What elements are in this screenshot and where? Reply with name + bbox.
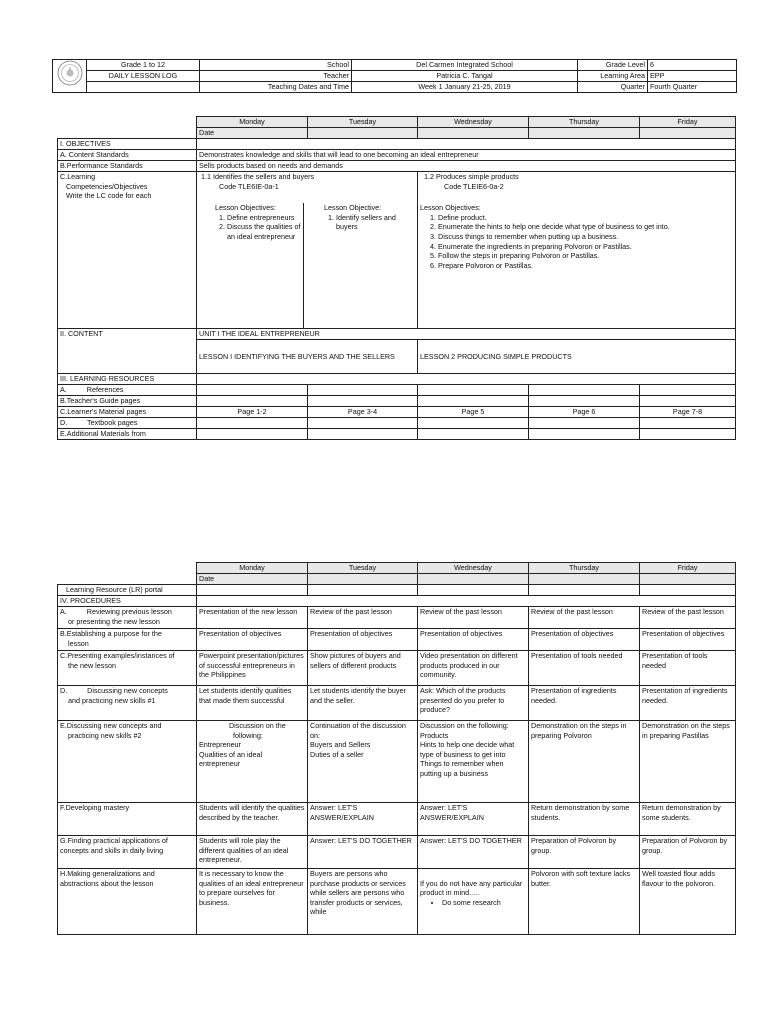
deped-seal-cell xyxy=(53,60,87,93)
deped-seal-icon xyxy=(57,60,83,86)
procedure-bullet-item: • Do some research xyxy=(442,898,526,908)
procedure-label: D. Discussing new concepts and practicing new skills #1 xyxy=(58,686,197,721)
procedures-blank xyxy=(197,596,736,607)
corner-blank xyxy=(58,563,197,574)
procedure-cell-text: Let students identify the buyer and the seller. xyxy=(310,686,408,705)
cell xyxy=(529,585,640,596)
procedure-cell xyxy=(308,869,418,935)
day-tuesday: Tuesday xyxy=(308,563,418,574)
competencies-label-line: C.Learning xyxy=(60,172,96,181)
day-monday: Monday xyxy=(197,563,308,574)
procedure-cell xyxy=(197,869,308,935)
procedure-cell xyxy=(418,651,529,686)
procedure-cell-text: Presentation of the new lesson xyxy=(199,607,298,616)
procedure-cell xyxy=(640,686,736,721)
procedure-label: F.Developing mastery xyxy=(58,803,197,836)
procedure-cell xyxy=(640,869,736,935)
procedure-cell-text: Preparation of Polvoron by group. xyxy=(642,836,730,855)
date-cell xyxy=(418,574,529,585)
procedure-cell-text: Answer: LET'S ANSWER/EXPLAIN xyxy=(310,803,374,822)
content-standards-label: A. Content Standards xyxy=(58,150,197,161)
competency-2-title: 1.2 Produces simple products xyxy=(424,172,519,181)
quarter-label: Quarter xyxy=(578,82,648,93)
procedure-cell-text: Presentation of objectives xyxy=(642,629,725,638)
procedure-cell-text: If you do not have any particular product in mind..... xyxy=(420,878,523,898)
procedure-cell-text: Presentation of ingredients needed. xyxy=(531,686,619,705)
procedure-cell-text: Presentation of objectives xyxy=(420,629,503,638)
wednesday-objective-item: 4. Enumerate the ingredients in preparing Polvoron or Pastillas. xyxy=(438,242,733,252)
cell xyxy=(529,385,640,396)
log-title: DAILY LESSON LOG xyxy=(87,71,200,82)
procedure-cell-text: Presentation of ingredients needed. xyxy=(642,686,730,705)
procedure-cell-text: Review of the past lesson xyxy=(310,607,392,616)
cell xyxy=(197,429,308,440)
lm-page: Page 3-4 xyxy=(308,407,418,418)
teachers-guide-label: B.Teacher's Guide pages xyxy=(58,396,197,407)
procedure-cell-text: Let students identify qualities that made them successful xyxy=(199,686,294,705)
cell xyxy=(640,429,736,440)
grade-level-label: Grade Level xyxy=(578,60,648,71)
day-friday: Friday xyxy=(640,563,736,574)
cell xyxy=(197,385,308,396)
procedure-cell-text: Presentation of objectives xyxy=(531,629,614,638)
procedure-row-practical-applications xyxy=(58,836,736,869)
tuesday-objectives xyxy=(304,203,414,328)
wednesday-objective-item: 1. Define product. xyxy=(438,213,733,223)
procedure-cell xyxy=(529,651,640,686)
school-label: School xyxy=(200,60,352,71)
objectives-blank xyxy=(197,139,736,150)
lesson-1-title: LESSON I IDENTIFYING THE BUYERS AND THE SELLERS xyxy=(197,340,418,374)
procedure-cell-text: Buyers are persons who purchase products or services while sellers are persons who transfer products or services, while xyxy=(310,869,408,917)
procedure-cell-text: It is necessary to know the qualities of an ideal entrepreneur to prepare ourselves for business. xyxy=(199,869,306,907)
procedure-cell xyxy=(418,803,529,836)
procedure-cell xyxy=(640,803,736,836)
procedure-cell xyxy=(197,803,308,836)
procedure-row-discussing-concepts-1 xyxy=(58,686,736,721)
teacher-value: Patricia C. Tangal xyxy=(352,71,578,82)
dates-label: Teaching Dates and Time xyxy=(200,82,352,93)
lesson-table-2 xyxy=(57,562,736,935)
procedure-cell xyxy=(418,721,529,803)
procedure-row-establishing-purpose xyxy=(58,629,736,651)
procedure-cell-text: Preparation of Polvoron by group. xyxy=(531,836,619,855)
procedure-cell xyxy=(197,607,308,629)
procedure-cell xyxy=(640,721,736,803)
day-monday: Monday xyxy=(197,117,308,128)
cell xyxy=(418,396,529,407)
procedure-cell-text: Powerpoint presentation/pictures of successful entrepreneurs in the Philippines xyxy=(199,651,306,680)
procedure-cell-text: Review of the past lesson xyxy=(420,607,502,616)
cell xyxy=(529,429,640,440)
wednesday-objective-item: 6. Prepare Polvoron or Pastillas. xyxy=(438,261,733,271)
tuesday-objectives-title: Lesson Objective: xyxy=(324,203,382,213)
procedure-row-making-generalizations xyxy=(58,869,736,935)
procedure-row-presenting-examples xyxy=(58,651,736,686)
references-label: A. References xyxy=(58,385,197,396)
date-cell xyxy=(308,128,418,139)
procedure-cell xyxy=(308,836,418,869)
procedure-cell-text: Students will role play the different qualities of an ideal entrepreneur. xyxy=(199,836,291,865)
procedure-cell xyxy=(308,651,418,686)
procedure-cell-text: Continuation of the discussion on: Buyers and Sellers Duties of a seller xyxy=(310,721,406,759)
date-cell xyxy=(529,128,640,139)
competency-1-title: 1.1 Identifies the sellers and buyers xyxy=(201,172,315,181)
procedures-heading: IV. PROCEDURES xyxy=(58,596,197,607)
lr-portal-label: Learning Resource (LR) portal xyxy=(58,585,197,596)
procedure-cell xyxy=(197,721,308,803)
procedure-cell xyxy=(640,651,736,686)
date-cell xyxy=(640,128,736,139)
procedure-cell-text: Show pictures of buyers and sellers of different products xyxy=(310,651,403,670)
day-friday: Friday xyxy=(640,117,736,128)
procedure-cell-text: Presentation of tools needed xyxy=(642,651,710,670)
lm-page: Page 7-8 xyxy=(640,407,736,418)
cell xyxy=(308,418,418,429)
procedure-cell xyxy=(529,686,640,721)
procedure-cell-text: Review of the past lesson xyxy=(642,607,724,616)
competency-1-cell xyxy=(197,172,418,329)
monday-objectives xyxy=(197,203,304,328)
procedure-cell-text: Answer: LET'S DO TOGETHER xyxy=(420,836,522,845)
procedure-cell xyxy=(529,803,640,836)
procedure-cell-text: Answer: LET'S DO TOGETHER xyxy=(310,836,412,845)
procedure-label: C.Presenting examples/instances of the new lesson xyxy=(58,651,197,686)
day-wednesday: Wednesday xyxy=(418,117,529,128)
cell xyxy=(197,396,308,407)
procedure-cell xyxy=(529,721,640,803)
lesson-table-1 xyxy=(57,116,736,440)
procedure-cell xyxy=(418,686,529,721)
procedure-cell-text: Presentation of tools needed xyxy=(531,651,623,660)
textbook-label: D. Textbook pages xyxy=(58,418,197,429)
cell xyxy=(418,585,529,596)
learning-area-label: Learning Area xyxy=(578,71,648,82)
wednesday-objectives-title: Lesson Objectives: xyxy=(420,203,481,213)
learners-material-label: C.Learner's Material pages xyxy=(58,407,197,418)
procedure-cell xyxy=(529,629,640,651)
competencies-label-line: Write the LC code for each xyxy=(60,191,152,201)
procedure-cell xyxy=(308,721,418,803)
competency-2-code: Code TLEIE6-0a-2 xyxy=(444,181,504,191)
procedure-cell-text: Well toasted flour adds flavour to the polvoron. xyxy=(642,869,717,888)
cell xyxy=(197,585,308,596)
procedure-cell xyxy=(529,869,640,935)
wednesday-objective-item: 5. Follow the steps in preparing Polvoron or Pastillas. xyxy=(438,251,733,261)
cell xyxy=(529,418,640,429)
corner-blank xyxy=(58,117,197,128)
procedure-cell xyxy=(308,629,418,651)
cell xyxy=(640,418,736,429)
cell xyxy=(640,585,736,596)
procedure-cell xyxy=(308,686,418,721)
procedure-cell-text: Demonstration on the steps in preparing Pastillas xyxy=(642,721,732,740)
wednesday-objective-item: 2. Enumerate the hints to help one decide what type of business to get into. xyxy=(438,222,733,232)
competencies-label xyxy=(58,172,197,329)
procedure-cell-text: Presentation of objectives xyxy=(199,629,282,638)
lm-page: Page 5 xyxy=(418,407,529,418)
wednesday-objective-item: 3. Discuss things to remember when putting up a business. xyxy=(438,232,733,242)
cell xyxy=(529,396,640,407)
procedure-cell-text: Demonstration on the steps in preparing Polvoron xyxy=(531,721,629,740)
procedure-cell-text: Polvoron with soft texture lacks butter. xyxy=(531,869,633,888)
procedure-cell xyxy=(418,629,529,651)
cell xyxy=(640,396,736,407)
procedure-cell xyxy=(197,629,308,651)
procedure-cell-text: Return demonstration by some students. xyxy=(531,803,632,822)
competencies-label-line: Competencies/Objectives xyxy=(60,181,148,191)
teacher-label: Teacher xyxy=(200,71,352,82)
procedure-cell-text: Students will identify the qualities described by the teacher. xyxy=(199,803,307,822)
competency-1-code: Code TLE6IE-0a-1 xyxy=(219,181,279,191)
procedure-cell xyxy=(529,607,640,629)
grade-range: Grade 1 to 12 xyxy=(87,60,200,71)
date-label: Date xyxy=(197,128,308,139)
corner-blank xyxy=(58,128,197,139)
procedure-cell-text: Video presentation on different products produced in our community. xyxy=(420,651,520,680)
date-cell xyxy=(529,574,640,585)
procedure-cell xyxy=(308,607,418,629)
procedure-cell-text: Ask: Which of the products presented do you prefer to produce? xyxy=(420,686,508,715)
cell xyxy=(418,385,529,396)
procedure-cell-text: Return demonstration by some students. xyxy=(642,803,723,822)
procedure-cell-text: Answer: LET'S ANSWER/EXPLAIN xyxy=(420,803,484,822)
grade-level-value: 6 xyxy=(648,60,737,71)
day-wednesday: Wednesday xyxy=(418,563,529,574)
lm-page: Page 6 xyxy=(529,407,640,418)
procedure-label: A. Reviewing previous lesson or presenting the new lesson xyxy=(58,607,197,629)
procedure-cell xyxy=(640,629,736,651)
header-blank xyxy=(87,82,200,93)
procedure-cell xyxy=(197,836,308,869)
learning-resources-heading: III. LEARNING RESOURCES xyxy=(58,374,197,385)
cell xyxy=(308,585,418,596)
objectives-heading: I. OBJECTIVES xyxy=(58,139,197,150)
quarter-value: Fourth Quarter xyxy=(648,82,737,93)
cell xyxy=(418,418,529,429)
monday-objectives-title: Lesson Objectives: xyxy=(215,203,276,213)
procedure-cell-text: Discussion on the following: Entrepreneur Qualities of an ideal entrepreneur xyxy=(199,721,286,769)
procedure-label: E.Discussing new concepts and practicing new skills #2 xyxy=(58,721,197,803)
procedure-bullet-list xyxy=(420,898,526,908)
procedure-cell xyxy=(418,836,529,869)
date-cell xyxy=(640,574,736,585)
date-cell xyxy=(418,128,529,139)
lesson-2-title: LESSON 2 PRODUCING SIMPLE PRODUCTS xyxy=(418,340,736,374)
date-label: Date xyxy=(197,574,308,585)
cell xyxy=(308,385,418,396)
lm-page: Page 1-2 xyxy=(197,407,308,418)
procedure-cell xyxy=(308,803,418,836)
content-label: II. CONTENT xyxy=(58,329,197,374)
performance-standards-value: Sells products based on needs and demands xyxy=(197,161,736,172)
cell xyxy=(308,396,418,407)
unit-title: UNIT I THE IDEAL ENTREPRENEUR xyxy=(197,329,736,340)
procedure-cell-text: Review of the past lesson xyxy=(531,607,613,616)
procedure-cell xyxy=(640,607,736,629)
cell xyxy=(418,429,529,440)
resources-blank xyxy=(197,374,736,385)
cell xyxy=(197,418,308,429)
competency-2-cell xyxy=(418,172,736,329)
learning-area-value: EPP xyxy=(648,71,737,82)
corner-blank xyxy=(58,574,197,585)
day-tuesday: Tuesday xyxy=(308,117,418,128)
monday-objective-item: 1. Define entrepreneurs xyxy=(227,213,303,223)
procedure-row-reviewing-previous-lesson xyxy=(58,607,736,629)
procedure-label: H.Making generalizations and abstractions about the lesson xyxy=(58,869,197,935)
day-thursday: Thursday xyxy=(529,117,640,128)
day-thursday: Thursday xyxy=(529,563,640,574)
procedure-label: B.Establishing a purpose for the lesson xyxy=(58,629,197,651)
procedure-row-developing-mastery xyxy=(58,803,736,836)
procedure-cell-text: Discussion on the following: Products Hints to help one decide what type of business to get into Things to remember when putting up a business xyxy=(420,721,515,778)
date-cell xyxy=(308,574,418,585)
header-table xyxy=(52,59,737,93)
content-standards-value: Demonstrates knowledge and skills that will lead to one becoming an ideal entrepreneur xyxy=(197,150,736,161)
cell xyxy=(640,385,736,396)
procedure-cell xyxy=(197,686,308,721)
procedure-cell xyxy=(197,651,308,686)
tuesday-objective-item: 1. Identify sellers and buyers xyxy=(336,213,414,232)
procedure-cell-text: Presentation of objectives xyxy=(310,629,393,638)
additional-materials-label: E.Additional Materials from xyxy=(58,429,197,440)
procedure-label: G.Finding practical applications of concepts and skills in daily living xyxy=(58,836,197,869)
procedure-row-discussing-concepts-2 xyxy=(58,721,736,803)
procedure-cell xyxy=(418,607,529,629)
cell xyxy=(308,429,418,440)
procedure-cell xyxy=(529,836,640,869)
dates-value: Week 1 January 21-25, 2019 xyxy=(352,82,578,93)
procedure-cell xyxy=(640,836,736,869)
performance-standards-label: B.Performance Standards xyxy=(58,161,197,172)
procedure-cell xyxy=(418,869,529,935)
monday-objective-item: 2. Discuss the qualities of an ideal entrepreneur xyxy=(227,222,303,241)
school-value: Del Carmen Integrated School xyxy=(352,60,578,71)
